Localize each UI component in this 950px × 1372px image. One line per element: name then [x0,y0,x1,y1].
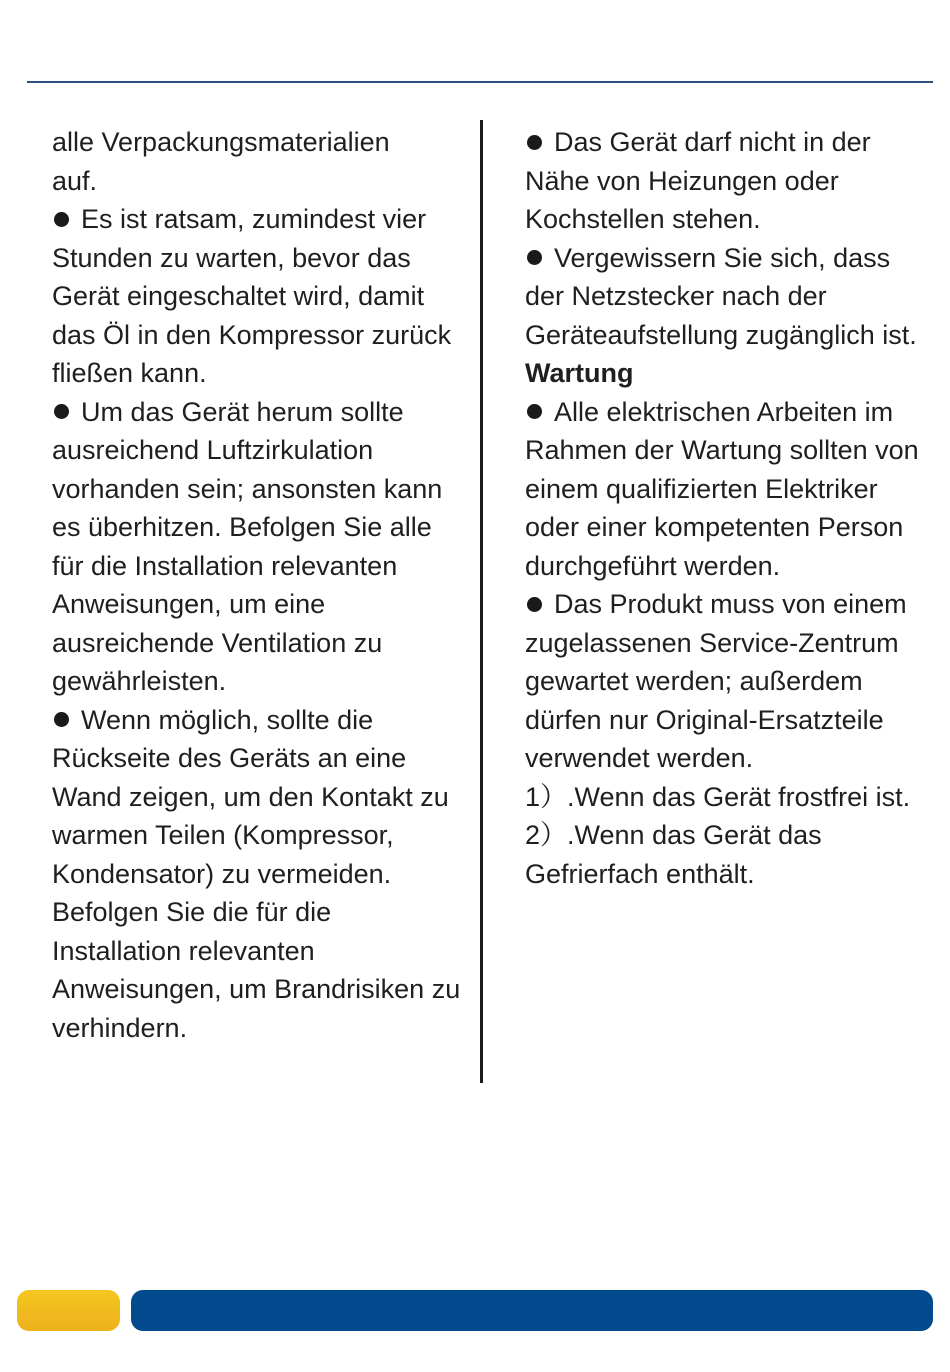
bullet-icon [527,597,542,612]
paragraph-wait-hours: Es ist ratsam, zumindest vier Stunden zu warten, bevor das Gerät eingeschaltet wird, damit das Öl in den Kompressor zurück fließen kann. [52,204,452,388]
bullet-icon [527,135,542,150]
footer-page-tab [17,1290,120,1331]
paragraph-packaging: alle Verpackungsmaterialien auf. [52,127,390,196]
bullet-icon [54,212,69,227]
bullet-icon [54,404,69,419]
header-rule [27,81,933,83]
note-freezer-compartment: 2）.Wenn das Gerät das Gefrierfach enthält. [525,820,822,889]
paragraph-electrical-work: Alle elektrischen Arbeiten im Rahmen der Wartung sollten von einem qualifizierten Elektriker oder einer kompetenten Person durchgeführt werden. [525,396,919,581]
paragraph-heaters: Das Gerät darf nicht in der Nähe von Heizungen oder Kochstellen stehen. [525,127,871,234]
bullet-icon [527,250,542,265]
paragraph-rear-wall: Wenn möglich, sollte die Rückseite des Geräts an eine Wand zeigen, um den Kontakt zu warmen Teilen (Kompressor, Kondensator) zu vermeiden. Befolgen Sie die für die Installation relevanten Anweisungen, um Brandrisiken zu verhindern. [52,704,461,1043]
footer-bar [131,1290,933,1331]
section-heading-maintenance: Wartung [525,358,634,388]
note-frost-free: 1）.Wenn das Gerät frostfrei ist. [525,781,911,812]
paragraph-air-circulation: Um das Gerät herum sollte ausreichend Luftzirkulation vorhanden sein; ansonsten kann es überhitzen. Befolgen Sie alle für die Installation relevanten Anweisungen, um eine ausreichende Ventilation zu gewährleisten. [52,396,443,696]
paragraph-spare-parts: dürfen nur Original-Ersatzteile verwendet werden. [525,704,884,773]
column-divider [480,120,483,1083]
bullet-icon [527,404,542,419]
bullet-icon [54,712,69,727]
paragraph-service-center: Das Produkt muss von einem zugelassenen Service-Zentrum gewartet werden; außerdem [525,589,907,696]
left-column [52,123,462,1047]
right-column [525,123,930,893]
paragraph-plug-access: Vergewissern Sie sich, dass der Netzstecker nach der Geräteaufstellung zugänglich ist. [525,242,917,350]
